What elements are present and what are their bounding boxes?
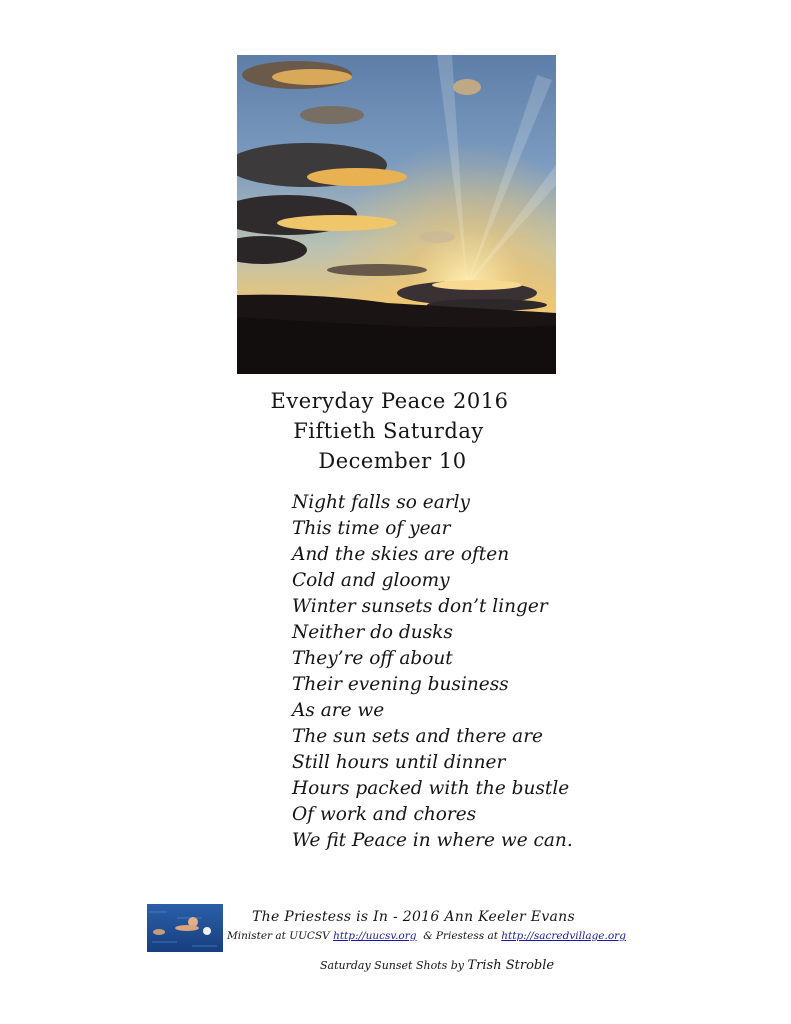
poem-line: Cold and gloomy xyxy=(292,570,450,591)
title-line-1: Everyday Peace 2016 xyxy=(270,389,509,413)
poem-line: They’re off about xyxy=(292,648,453,669)
title-line-3: December 10 xyxy=(318,449,467,473)
minister-prefix: Minister at UUCSV xyxy=(227,930,330,942)
poem-line: This time of year xyxy=(292,518,451,539)
poem-line: And the skies are often xyxy=(292,544,510,565)
poem-line: Winter sunsets don’t linger xyxy=(292,596,548,617)
title-line-2: Fiftieth Saturday xyxy=(293,419,484,443)
priestess-prefix: & Priestess at xyxy=(423,930,498,942)
poem-line: As are we xyxy=(292,700,385,721)
uucsv-link[interactable]: http://uucsv.org xyxy=(333,930,417,942)
sunset-photo xyxy=(237,55,556,374)
title-block xyxy=(0,386,791,476)
poem-line: Night falls so early xyxy=(292,492,470,513)
photo-credit xyxy=(320,958,554,973)
poem-line: The sun sets and there are xyxy=(292,726,543,747)
poem-line: Their evening business xyxy=(292,674,509,695)
poem-line: Of work and chores xyxy=(292,804,477,825)
poem-line: We fit Peace in where we can. xyxy=(292,830,573,851)
swimmer-photo xyxy=(147,904,223,952)
poem-line: Neither do dusks xyxy=(292,622,453,643)
poem xyxy=(292,490,573,854)
poem-line: Still hours until dinner xyxy=(292,752,506,773)
credit-name: Trish Stroble xyxy=(467,958,555,973)
credit-prefix: Saturday Sunset Shots by xyxy=(320,959,465,972)
affiliation-line xyxy=(227,930,626,942)
poem-line: Hours packed with the bustle xyxy=(292,778,570,799)
sacredvillage-link[interactable]: http://sacredvillage.org xyxy=(501,930,626,942)
attribution: The Priestess is In - 2016 Ann Keeler Evans xyxy=(252,909,575,925)
